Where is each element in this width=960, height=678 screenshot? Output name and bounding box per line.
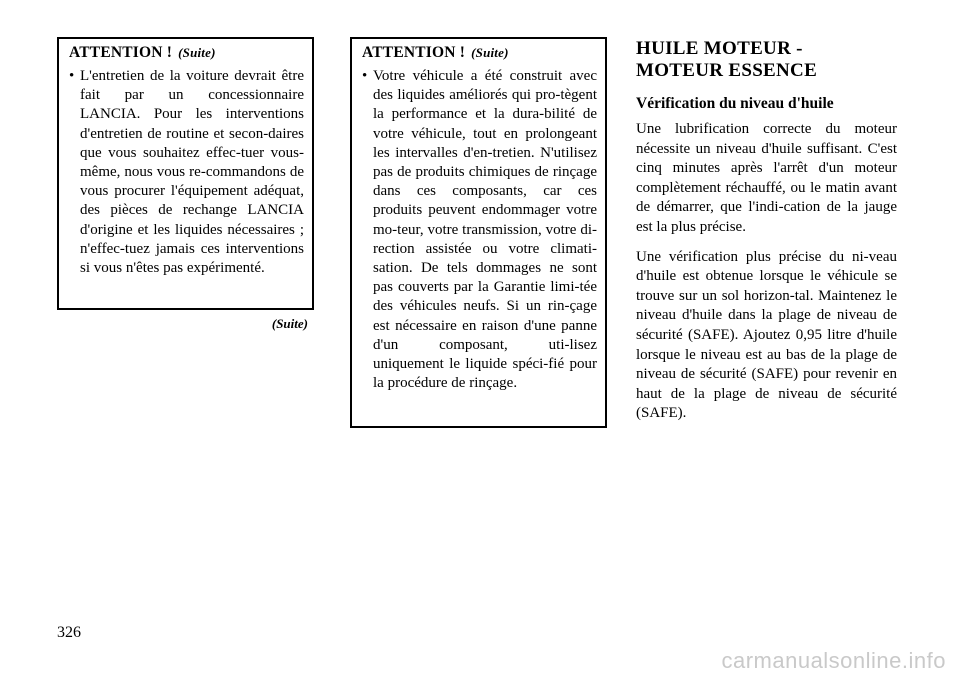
section-title-line1: HUILE MOTEUR - [636,38,803,59]
watermark: carmanualsonline.info [721,648,946,673]
continued-label: (Suite) [271,316,308,331]
warning-heading-text: ATTENTION ! [362,44,466,61]
section-title [636,38,897,82]
section-subtitle: Vérification du niveau d'huile [636,95,834,112]
warning-heading-text: ATTENTION ! [69,44,173,61]
paragraph: Une lubrification correcte du moteur nécessite un niveau d'huile suffisant. C'est cinq minutes après l'arrêt d'un moteur complètement réchauffé, ou le matin avant de démarrer, que l'indi-cation de la jauge est la plus précise. [636,121,897,235]
page-number: 326 [57,624,81,641]
suite-label: (Suite) [471,45,509,60]
bullet-icon: • [69,68,75,84]
suite-label: (Suite) [178,45,216,60]
warning-box-fluids [350,37,607,428]
paragraph: Une vérification plus précise du ni-veau d'huile est obtenue lorsque le véhicule se trouve sur un sol horizon-tal. Maintenez le niveau d'huile dans la plage de niveau de sécurité (SAFE). Ajoutez 0,95 litre d'huile lorsque le niveau est au bas de la plage de niveau de sécurité (SAFE) pour revenir en haut de la plage de niveau de sécurité (SAFE). [636,248,897,422]
engine-oil-section [636,38,897,434]
warning-bullet-item [362,67,597,393]
section-title-line2: MOTEUR ESSENCE [636,60,818,81]
warning-text: L'entretien de la voiture devrait être fait par un concessionnaire LANCIA. Pour les interventions d'entretien de routine et secon-daires que vous souhaitez effec-tuer vous-même, nous vous re-commandons de vous procurer l'équipement adéquat, des pièces de rechange LANCIA d'origine et les liquides nécessaires ; n'effec-tuez jamais ces interventions si vous n'êtes pas expérimenté. [80,68,304,277]
warning-text: Votre véhicule a été construit avec des liquides améliorés qui pro-tègent la performance et la dura-bilité de votre véhicule, tout en prolongeant les intervalles d'en-tretien. N'utilisez pas de produits chimiques de rinçage dans ces composants, car ces produits peuvent endommager votre mo-teur, votre transmission, votre di-rection assistée ou votre climati-sation. De tels dommages ne sont pas couverts par la Garantie limi-tée des véhicules neufs. Si un rin-çage est nécessaire en raison d'une panne d'un composant, uti-lisez uniquement le liquide spéci-fié pour la procédure de rinçage. [373,68,597,392]
warning-heading [69,43,304,63]
warning-heading [362,43,597,63]
warning-box-maintenance [57,37,314,310]
warning-bullet-item [69,67,304,278]
bullet-icon: • [362,68,368,84]
